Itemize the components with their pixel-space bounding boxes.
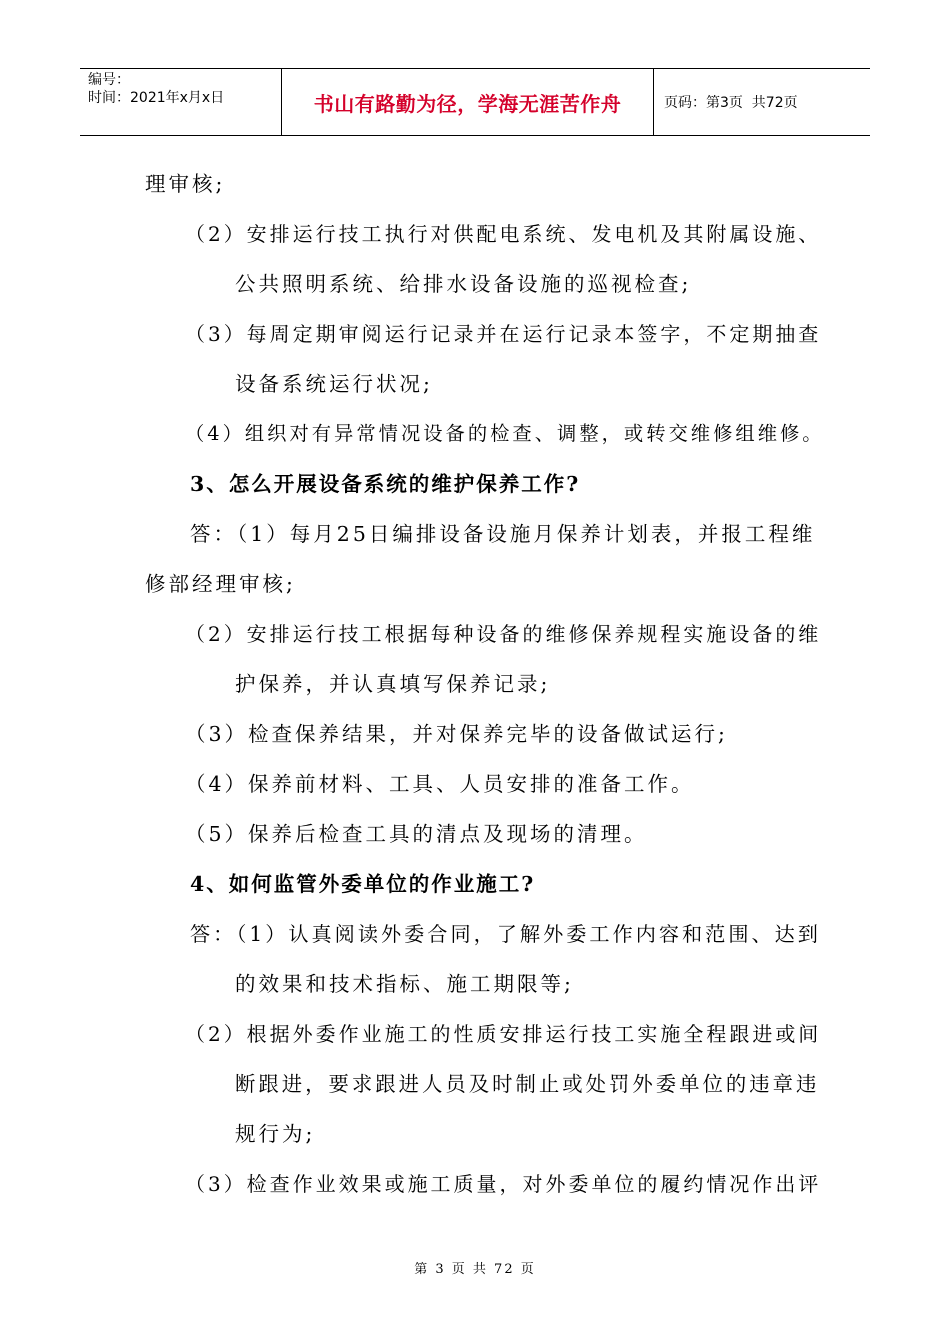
body-line: 断跟进，要求跟进人员及时制止或处罚外委单位的违章违 bbox=[235, 1072, 820, 1096]
section-heading: 4、如何监管外委单位的作业施工? bbox=[190, 872, 536, 896]
page-footer: 第 3 页 共 72 页 bbox=[414, 1262, 536, 1277]
body-line: （3）每周定期审阅运行记录并在运行记录本签字，不定期抽查 bbox=[185, 322, 822, 346]
body-line: （2）安排运行技工执行对供配电系统、发电机及其附属设施、 bbox=[185, 222, 822, 246]
header-motto: 书山有路勤为径，学海无涯苦作舟 bbox=[282, 69, 654, 135]
body-line: （4）组织对有异常情况设备的检查、调整，或转交维修组维修。 bbox=[185, 422, 825, 445]
body-line: （3）检查作业效果或施工质量，对外委单位的履约情况作出评 bbox=[185, 1172, 822, 1196]
document-number-label: 编号： bbox=[88, 72, 130, 88]
body-line: （4）保养前材料、工具、人员安排的准备工作。 bbox=[185, 772, 695, 796]
body-line: （2）根据外委作业施工的性质安排运行技工实施全程跟进或间 bbox=[185, 1022, 822, 1046]
document-date: 时间：2021年x月x日 bbox=[88, 90, 225, 106]
page-header bbox=[80, 68, 870, 136]
body-line: （3）检查保养结果，并对保养完毕的设备做试运行; bbox=[185, 722, 728, 746]
body-line: 护保养，并认真填写保养记录; bbox=[235, 672, 551, 696]
body-line: 公共照明系统、给排水设备设施的巡视检查; bbox=[235, 272, 692, 296]
body-line: 规行为; bbox=[235, 1122, 316, 1146]
header-meta bbox=[80, 69, 282, 135]
body-line: （5）保养后检查工具的清点及现场的清理。 bbox=[185, 822, 648, 846]
section-heading: 3、怎么开展设备系统的维护保养工作? bbox=[190, 472, 581, 496]
header-page-info: 页码：第3页 共72页 bbox=[664, 95, 798, 111]
body-line: 答：（1）认真阅读外委合同，了解外委工作内容和范围、达到 bbox=[190, 922, 821, 946]
body-line: 答：（1）每月25日编排设备设施月保养计划表，并报工程维 bbox=[190, 522, 816, 546]
body-line: 修部经理审核; bbox=[145, 572, 296, 596]
body-line: （2）安排运行技工根据每种设备的维修保养规程实施设备的维 bbox=[185, 622, 822, 646]
body-line: 理审核; bbox=[145, 172, 226, 196]
body-line: 的效果和技术指标、施工期限等; bbox=[235, 972, 574, 996]
body-line: 设备系统运行状况; bbox=[235, 372, 433, 396]
